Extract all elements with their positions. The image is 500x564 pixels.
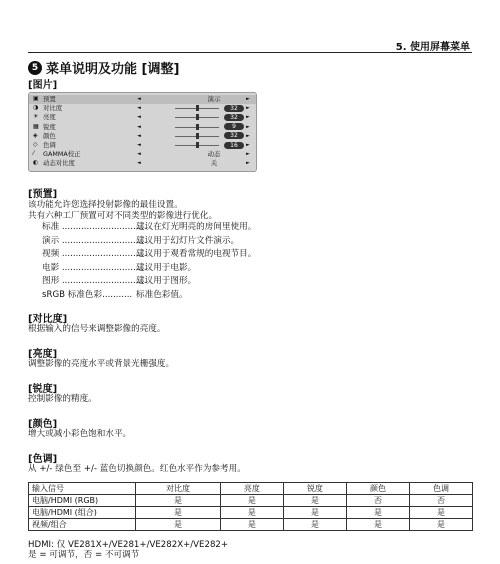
slider-value: 32	[224, 132, 244, 139]
preset-item	[42, 262, 196, 275]
color-text: 增大或减小彩色饱和水平。	[28, 429, 132, 439]
preset-name: 视频 ...............................	[42, 249, 147, 259]
menu-item-icon: ⁄	[33, 150, 35, 158]
table-cell: 否	[346, 495, 409, 507]
preset-name: 电影 ...............................	[42, 262, 147, 273]
menu-item-3[interactable]	[29, 123, 256, 132]
menu-item-label: GAMMA校正	[43, 150, 81, 159]
menu-item-value: 动态	[207, 150, 221, 159]
table-cell: 是	[346, 507, 409, 519]
menu-item-icon: ◐	[33, 159, 39, 167]
arrow-right-icon[interactable]: ►	[246, 123, 250, 130]
table-cell: 是	[220, 495, 283, 507]
table-cell: 是	[220, 519, 283, 531]
brightness-text: 调整影像的亮度水平或背景光栅强度。	[28, 359, 175, 369]
slider-value: 9	[224, 123, 244, 130]
sharpness-text: 控制影像的精度。	[28, 394, 97, 404]
menu-item-icon: ◑	[33, 104, 39, 112]
table-cell: 电脑/HDMI (RGB)	[29, 495, 136, 507]
table-cell: 是	[283, 519, 346, 531]
arrow-left-icon[interactable]: ◄	[137, 132, 141, 139]
section-header: 5. 使用屏幕菜单	[395, 42, 470, 53]
arrow-right-icon[interactable]: ►	[246, 105, 250, 112]
color-heading: [颜色]	[28, 419, 58, 430]
preset-heading: [预置]	[28, 189, 58, 200]
slider-knob[interactable]	[196, 133, 199, 139]
image-label: [图片]	[28, 80, 58, 91]
adjust-menu-panel	[28, 92, 257, 172]
slider-knob[interactable]	[196, 142, 199, 148]
preset-desc: 标准色彩值。	[136, 289, 188, 300]
table-cell: 是	[136, 507, 221, 519]
table-cell: 是	[283, 507, 346, 519]
table-cell: 是	[136, 519, 221, 531]
arrow-left-icon[interactable]: ◄	[137, 160, 141, 167]
preset-desc: 建议用于幻灯片文件演示。	[136, 235, 240, 246]
contrast-heading: [对比度]	[28, 314, 68, 325]
menu-item-2[interactable]	[29, 113, 256, 122]
menu-item-label: 亮度	[43, 113, 56, 122]
menu-item-label: 预置	[43, 95, 56, 103]
slider-value: 32	[224, 105, 244, 112]
arrow-left-icon[interactable]: ◄	[137, 105, 141, 112]
arrow-right-icon[interactable]: ►	[246, 114, 250, 121]
slider-knob[interactable]	[196, 114, 199, 120]
menu-item-0[interactable]	[29, 95, 256, 104]
hue-heading: [色调]	[28, 454, 58, 465]
preset-desc: 建议用于图形。	[136, 276, 197, 286]
preset-desc: 建议用于观看常规的电视节目。	[136, 249, 257, 259]
menu-item-label: 对比度	[43, 104, 63, 113]
page-title-text: 菜单说明及功能 [调整]	[46, 62, 180, 77]
table-cell: 是	[346, 519, 409, 531]
table-cell: 是	[409, 519, 472, 531]
slider-value: 16	[224, 142, 244, 149]
table-cell: 是	[409, 507, 472, 519]
preset-description-2: 共有六种工厂预置可对不同类型的影像进行优化。	[28, 211, 218, 221]
preset-item	[42, 235, 239, 248]
menu-item-label: 动态对比度	[43, 159, 75, 168]
table-cell: 电脑/HDMI (组合)	[29, 507, 136, 519]
slider-knob[interactable]	[196, 105, 199, 111]
menu-item-icon: ▦	[33, 122, 39, 130]
table-cell: 是	[220, 507, 283, 519]
menu-item-1[interactable]	[29, 104, 256, 113]
brightness-heading: [亮度]	[28, 349, 58, 360]
menu-item-7[interactable]	[29, 159, 256, 168]
menu-item-value: 演示	[207, 95, 221, 103]
table-cell: 是	[136, 495, 221, 507]
preset-name: 演示 ...............................	[42, 235, 147, 246]
table-header-cell: 亮度	[220, 483, 283, 495]
menu-item-icon: ▣	[33, 95, 39, 102]
menu-item-label: 色调	[43, 141, 56, 149]
arrow-left-icon[interactable]: ◄	[137, 114, 141, 121]
hue-text: 从 +/- 绿色至 +/- 蓝色切换颜色。红色水平作为参考用。	[28, 464, 246, 474]
table-row	[29, 519, 473, 531]
table-header-cell: 颜色	[346, 483, 409, 495]
table-row	[29, 507, 473, 519]
table-row	[29, 495, 473, 507]
menu-item-icon: ◈	[33, 131, 38, 139]
menu-item-icon: ◇	[33, 141, 38, 148]
table-header-cell: 锐度	[283, 483, 346, 495]
preset-name: sRGB 标准色彩...........	[42, 289, 133, 300]
preset-item	[42, 248, 256, 261]
menu-item-4[interactable]	[29, 132, 256, 141]
arrow-right-icon[interactable]: ►	[246, 151, 250, 158]
section-number-badge: 5	[28, 61, 42, 75]
table-header-cell: 对比度	[136, 483, 221, 495]
arrow-left-icon[interactable]: ◄	[137, 151, 141, 158]
menu-item-6[interactable]	[29, 150, 256, 159]
preset-name: 标准 ...............................	[42, 222, 147, 232]
adjust-availability-table	[28, 482, 473, 531]
arrow-left-icon[interactable]: ◄	[137, 142, 141, 148]
menu-item-value: 关	[210, 159, 218, 168]
footnote-hdmi: HDMI: 仅 VE281X+/VE281+/VE282X+/VE282+	[28, 540, 229, 550]
slider-knob[interactable]	[196, 124, 199, 130]
arrow-left-icon[interactable]: ◄	[137, 123, 141, 130]
contrast-text: 根据输入的信号来调整影像的亮度。	[28, 324, 166, 334]
arrow-left-icon[interactable]: ◄	[137, 96, 141, 102]
menu-item-label: 锐度	[43, 122, 56, 131]
arrow-right-icon[interactable]: ►	[246, 160, 250, 167]
table-header-cell: 色调	[409, 483, 472, 495]
preset-description-1: 该功能允许您选择投射影像的最佳设置。	[28, 200, 183, 210]
menu-item-icon: ☀	[33, 113, 39, 121]
preset-item	[42, 289, 188, 302]
menu-item-label: 颜色	[43, 131, 56, 140]
page-title	[28, 58, 179, 77]
table-cell: 视频/组合	[29, 519, 136, 531]
preset-name: 图形 ...............................	[42, 276, 147, 286]
sharpness-heading: [锐度]	[28, 384, 58, 395]
table-cell: 是	[283, 495, 346, 507]
table-cell: 否	[409, 495, 472, 507]
menu-item-5[interactable]	[29, 141, 256, 150]
arrow-right-icon[interactable]: ►	[246, 96, 250, 102]
arrow-right-icon[interactable]: ►	[246, 132, 250, 139]
table-header-cell: 输入信号	[29, 483, 136, 495]
preset-item	[42, 275, 196, 288]
table-header-row	[29, 483, 473, 495]
preset-desc: 建议在灯光明亮的房间里使用。	[136, 222, 257, 232]
preset-item	[42, 221, 256, 234]
preset-desc: 建议用于电影。	[136, 262, 197, 273]
footnote-legend: 是 = 可调节，否 = 不可调节	[28, 550, 140, 560]
arrow-right-icon[interactable]: ►	[246, 142, 250, 148]
slider-value: 32	[224, 114, 244, 121]
header-rule	[28, 52, 472, 53]
